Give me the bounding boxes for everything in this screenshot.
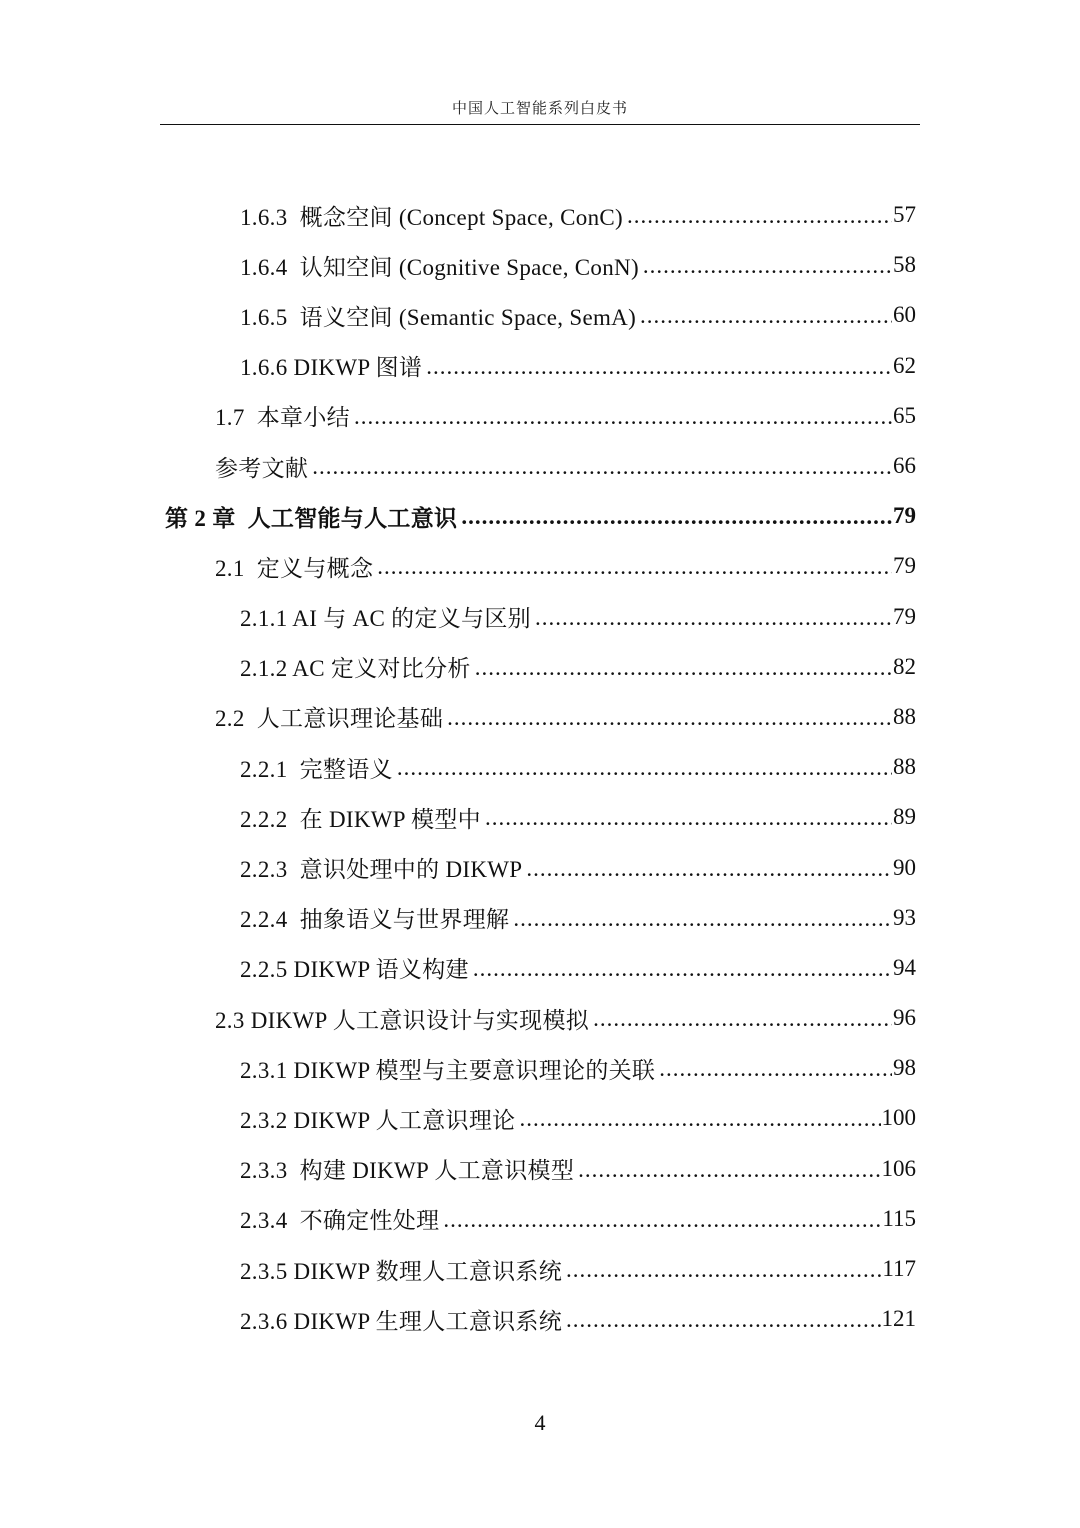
toc-entry[interactable] <box>0 341 1080 391</box>
toc-leader-dots <box>643 253 892 279</box>
toc-leader-dots <box>519 1106 880 1132</box>
toc-entry[interactable] <box>0 240 1080 290</box>
toc-leader-dots <box>447 705 892 731</box>
toc-entry[interactable] <box>0 1144 1080 1194</box>
toc-entry-label: 1.7 本章小结 <box>215 405 350 431</box>
toc-leader-dots <box>473 956 892 982</box>
toc-leader-dots <box>513 906 892 932</box>
toc-leader-dots <box>566 1257 881 1283</box>
toc-leader-dots <box>443 1207 881 1233</box>
toc-entry-label: 2.1.2 AC 定义对比分析 <box>240 656 471 682</box>
toc-entry[interactable] <box>0 1194 1080 1244</box>
toc-page-number: 58 <box>893 252 916 278</box>
toc-entry-label: 2.3.2 DIKWP 人工意识理论 <box>240 1107 516 1133</box>
toc-entry[interactable] <box>0 190 1080 240</box>
toc-page-number: 57 <box>893 202 916 228</box>
running-header: 中国人工智能系列白皮书 <box>451 101 628 117</box>
toc-entry[interactable] <box>0 842 1080 892</box>
toc-page-number: 115 <box>882 1205 916 1231</box>
toc-page-number: 60 <box>893 302 916 328</box>
toc-entry[interactable] <box>0 993 1080 1043</box>
toc-page-number: 94 <box>893 954 916 980</box>
toc-page-number: 65 <box>893 402 916 428</box>
toc-leader-dots <box>485 805 892 831</box>
toc-entry[interactable] <box>0 391 1080 441</box>
toc-entry-label: 2.1.1 AI 与 AC 的定义与区别 <box>240 606 531 632</box>
toc-entry-label: 2.3.4 不确定性处理 <box>240 1208 440 1234</box>
toc-entry-label: 2.2.3 意识处理中的 DIKWP <box>240 857 523 883</box>
toc-leader-dots <box>397 755 892 781</box>
toc-entry[interactable] <box>0 742 1080 792</box>
toc-entry-label: 1.6.4 认知空间 (Cognitive Space, ConN) <box>240 254 639 280</box>
toc-entry[interactable] <box>0 692 1080 742</box>
toc-entry[interactable] <box>0 441 1080 491</box>
toc-leader-dots <box>535 605 892 631</box>
toc-entry-label: 2.3.3 构建 DIKWP 人工意识模型 <box>240 1158 575 1184</box>
toc-leader-dots <box>627 203 892 229</box>
toc-entry[interactable] <box>0 893 1080 943</box>
toc-page-number: 106 <box>881 1155 916 1181</box>
toc-entry[interactable] <box>0 1043 1080 1093</box>
toc-entry[interactable] <box>0 541 1080 591</box>
toc-page-number: 89 <box>893 804 916 830</box>
toc-entry-label: 2.2.1 完整语义 <box>240 756 393 782</box>
toc-leader-dots <box>354 404 892 430</box>
toc-entry[interactable] <box>0 1093 1080 1143</box>
header-divider <box>160 124 920 125</box>
toc-page-number: 93 <box>893 904 916 930</box>
toc-entry-label: 2.2.5 DIKWP 语义构建 <box>240 957 469 983</box>
toc-page-number: 79 <box>893 603 916 629</box>
page-number: 4 <box>534 1410 546 1435</box>
toc-leader-dots <box>659 1056 892 1082</box>
toc-entry[interactable] <box>0 592 1080 642</box>
toc-entry-label: 参考文献 <box>215 455 309 481</box>
toc-page-number: 90 <box>893 854 916 880</box>
toc-entry-label: 1.6.5 语义空间 (Semantic Space, SemA) <box>240 304 637 330</box>
toc-page-number: 88 <box>893 754 916 780</box>
toc-leader-dots <box>593 1006 892 1032</box>
toc-page-number: 82 <box>893 653 916 679</box>
toc-leader-dots <box>377 554 892 580</box>
toc-page-number: 62 <box>893 352 916 378</box>
toc-entry[interactable] <box>0 642 1080 692</box>
toc-entry-label: 2.3.6 DIKWP 生理人工意识系统 <box>240 1308 563 1334</box>
toc-entry[interactable] <box>0 943 1080 993</box>
toc-entry-label: 1.6.6 DIKWP 图谱 <box>240 355 423 381</box>
toc-page-number: 121 <box>881 1306 916 1332</box>
toc-page-number: 98 <box>893 1055 916 1081</box>
toc-page-number: 117 <box>882 1256 916 1282</box>
toc-entry-label: 第 2 章 人工智能与人工意识 <box>165 505 458 531</box>
toc-entry[interactable] <box>0 290 1080 340</box>
toc-entry-label: 2.2.4 抽象语义与世界理解 <box>240 907 510 933</box>
toc-leader-dots <box>426 354 892 380</box>
toc-page-number: 96 <box>893 1005 916 1031</box>
toc-leader-dots <box>461 504 892 530</box>
toc-leader-dots <box>312 454 892 480</box>
toc-leader-dots <box>526 856 892 882</box>
toc-entry-label: 2.2.2 在 DIKWP 模型中 <box>240 806 481 832</box>
toc-entry-label: 2.3.5 DIKWP 数理人工意识系统 <box>240 1258 563 1284</box>
toc-page-number: 79 <box>893 503 916 529</box>
toc-page-number: 79 <box>893 553 916 579</box>
toc-leader-dots <box>566 1307 880 1333</box>
toc-entry[interactable] <box>0 1244 1080 1294</box>
toc-leader-dots <box>475 655 892 681</box>
toc-entry-label: 2.3 DIKWP 人工意识设计与实现模拟 <box>215 1007 590 1033</box>
toc-entry-label: 2.2 人工意识理论基础 <box>215 706 444 732</box>
table-of-contents <box>0 190 1080 1344</box>
toc-chapter-entry[interactable] <box>0 491 1080 541</box>
toc-leader-dots <box>578 1157 880 1183</box>
toc-page-number: 66 <box>893 453 916 479</box>
toc-entry-label: 1.6.3 概念空间 (Concept Space, ConC) <box>240 204 623 230</box>
toc-entry-label: 2.1 定义与概念 <box>215 555 374 581</box>
toc-page-number: 100 <box>881 1105 916 1131</box>
toc-entry[interactable] <box>0 792 1080 842</box>
toc-leader-dots <box>640 303 892 329</box>
toc-page-number: 88 <box>893 703 916 729</box>
toc-entry[interactable] <box>0 1294 1080 1344</box>
toc-entry-label: 2.3.1 DIKWP 模型与主要意识理论的关联 <box>240 1057 656 1083</box>
